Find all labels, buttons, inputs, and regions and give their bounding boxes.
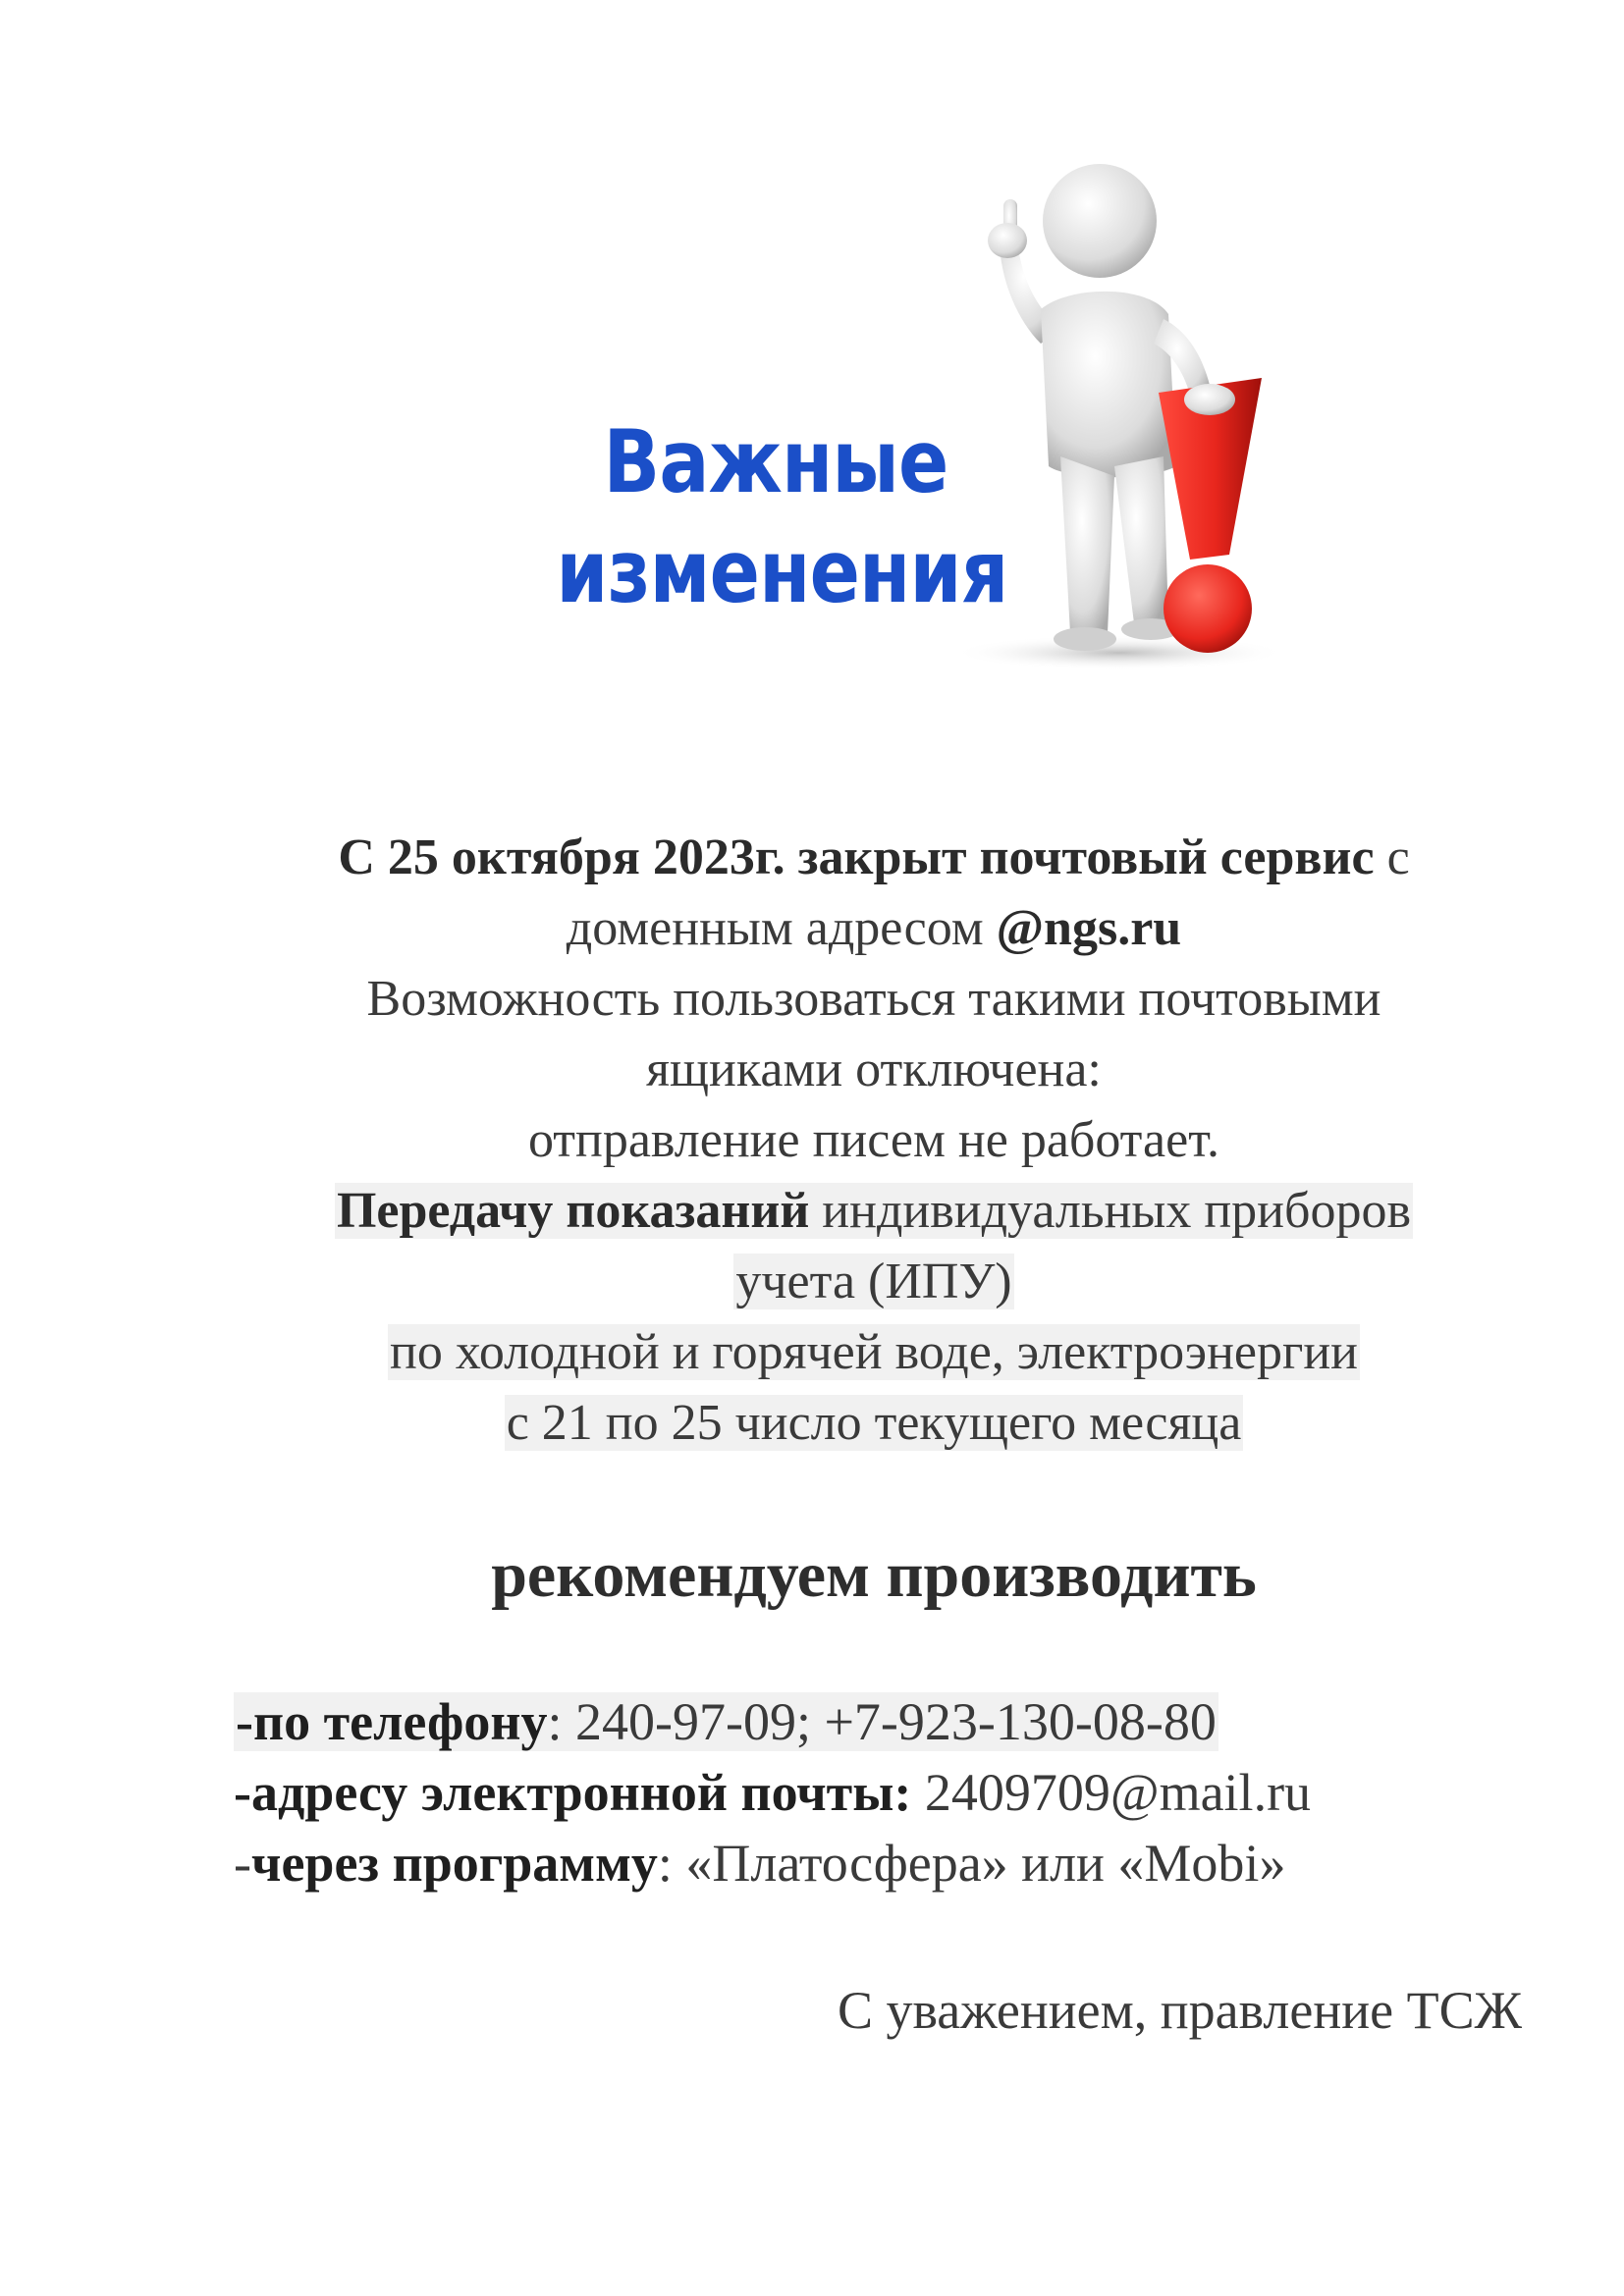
- notice-line-9-highlight: с 21 по 25 число текущего месяца: [506, 1395, 1242, 1451]
- channel-app-label: через программу: [250, 1834, 658, 1893]
- contact-channels: [234, 1686, 1530, 1898]
- notice-line-5: отправление писем не работает.: [527, 1112, 1220, 1168]
- channel-phone-value: : 240-97-09; +7-923-130-08-80: [547, 1692, 1217, 1751]
- notice-line-6-tail: индивидуальных приборов: [809, 1183, 1412, 1239]
- channel-phone: [234, 1686, 1530, 1757]
- channel-email: [234, 1757, 1530, 1828]
- notice-line-1: [231, 823, 1517, 893]
- signature: С уважением, правление ТСЖ: [838, 1981, 1522, 2040]
- channel-phone-highlight: [234, 1692, 1218, 1751]
- notice-line-7: [231, 1247, 1517, 1317]
- notice-line-2: [231, 893, 1517, 964]
- channel-app-value: : «Платосфера» или «Mobi»: [657, 1834, 1286, 1893]
- notice-line-2-plain: доменным адресом: [566, 900, 997, 956]
- notice-line-1-tail: с: [1374, 829, 1410, 885]
- channel-phone-label: -по телефону: [236, 1692, 548, 1751]
- channel-app-dash: -: [234, 1834, 251, 1893]
- channel-app: [234, 1828, 1530, 1898]
- notice-line-3: Возможность пользоваться такими почтовыми: [366, 971, 1381, 1027]
- banner-title-line2: изменения: [556, 521, 1008, 622]
- notice-line-9: [231, 1388, 1517, 1459]
- banner-title-line1: Важные: [603, 411, 948, 512]
- channel-email-value: 2409709@mail.ru: [911, 1763, 1312, 1822]
- notice-line-4: ящиками отключена:: [646, 1041, 1102, 1097]
- header-banner: [491, 142, 1296, 672]
- recommend-heading: рекомендуем производить: [491, 1539, 1257, 1611]
- notice-line-7-highlight: учета (ИПУ): [735, 1254, 1012, 1309]
- notice-line-8: [231, 1317, 1517, 1388]
- notice-line-8-highlight: по холодной и горячей воде, электроэнергии: [390, 1324, 1358, 1380]
- notice-line-6: [231, 1176, 1517, 1247]
- notice-text: [231, 823, 1517, 1459]
- notice-line-6-bold: Передачу показаний: [336, 1183, 810, 1239]
- notice-line-6-highlight: [335, 1183, 1413, 1239]
- notice-line-1-bold: С 25 октября 2023г. закрыт почтовый сервис: [338, 829, 1375, 885]
- channel-email-label: -адресу электронной почты:: [234, 1763, 912, 1822]
- person-with-exclamation-icon: [923, 142, 1296, 672]
- notice-domain: @ngs.ru: [996, 900, 1182, 956]
